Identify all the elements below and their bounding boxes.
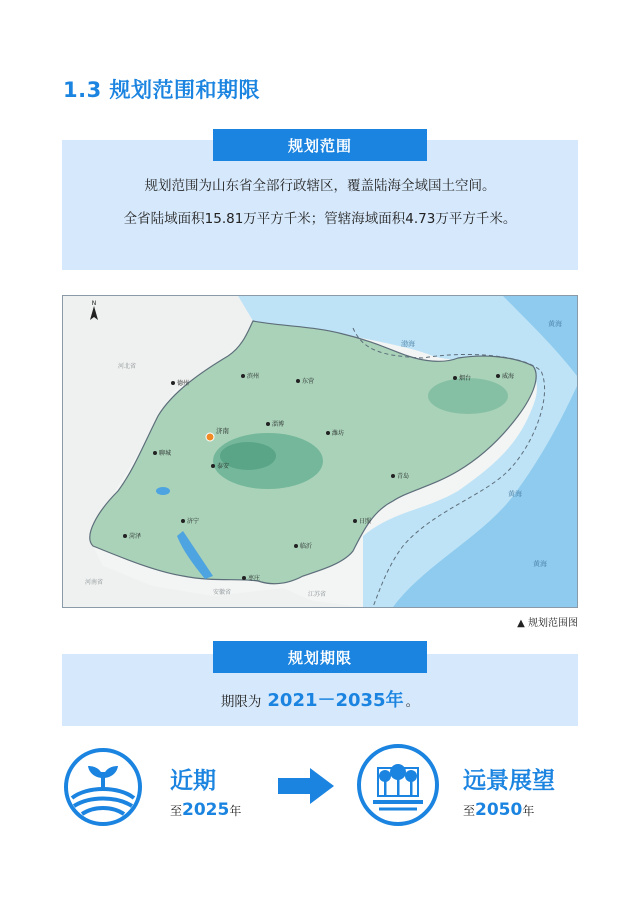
period-line	[62, 686, 578, 712]
city-zibo: 淄博	[272, 421, 285, 428]
dongping-lake	[156, 487, 170, 495]
map-svg	[63, 296, 577, 607]
city-qingdao: 青岛	[397, 473, 410, 480]
scope-tab: 规划范围	[213, 129, 427, 161]
province-label-jiangsu: 江苏省	[308, 591, 327, 598]
city-jining: 济宁	[187, 518, 200, 525]
period-years: 2021－2035年	[267, 690, 404, 711]
city-dongying: 东营	[302, 378, 315, 385]
city-rizhao: 日照	[359, 518, 372, 525]
section-title: 1.3 规划范围和期限	[63, 78, 261, 102]
scope-line-1: 规划范围为山东省全部行政辖区，覆盖陆海全域国土空间。	[144, 178, 496, 194]
city-weihai: 威海	[502, 373, 515, 380]
jiaodong-hills	[428, 378, 508, 414]
sea-label-1: 黄海	[548, 320, 562, 328]
stage-near-name: 近期	[170, 768, 216, 794]
capital-label: 济南	[216, 427, 229, 435]
city-liaocheng: 聊城	[159, 450, 172, 457]
province-label-anhui: 安徽省	[213, 589, 232, 596]
stage-near-year: 至2025年	[170, 800, 242, 820]
map-caption: ▲ 规划范围图	[517, 618, 578, 629]
stage-long-name: 远景展望	[463, 768, 555, 794]
arrow-right-icon	[278, 768, 334, 804]
north-label: N	[91, 300, 97, 307]
capital-marker	[206, 433, 214, 441]
sprout-icon	[62, 746, 144, 828]
period-prefix: 期限为	[220, 694, 262, 710]
planning-map	[62, 295, 578, 608]
stage-long-year: 至2050年	[463, 800, 535, 820]
city-binzhou: 滨州	[247, 373, 260, 380]
province-label-henan: 河南省	[85, 579, 104, 586]
sea-label-3: 黄海	[533, 560, 547, 568]
sea-label-2: 黄海	[508, 490, 522, 498]
province-label-hebei: 河北省	[118, 363, 137, 370]
forest-icon	[355, 742, 441, 828]
period-tab: 规划期限	[213, 641, 427, 673]
city-zaozhuang: 枣庄	[248, 575, 261, 582]
city-weifang: 潍坊	[332, 430, 345, 437]
city-yantai: 烟台	[459, 375, 472, 382]
scope-line-2: 全省陆域面积15.81万平方千米；管辖海域面积4.73万平方千米。	[123, 211, 517, 227]
city-heze: 菏泽	[129, 533, 142, 540]
sea-label-bohai: 渤海	[401, 340, 415, 348]
city-dezhou: 德州	[177, 380, 190, 387]
city-taian: 泰安	[217, 463, 230, 470]
city-linyi: 临沂	[300, 543, 313, 550]
period-suffix: 。	[405, 694, 420, 710]
